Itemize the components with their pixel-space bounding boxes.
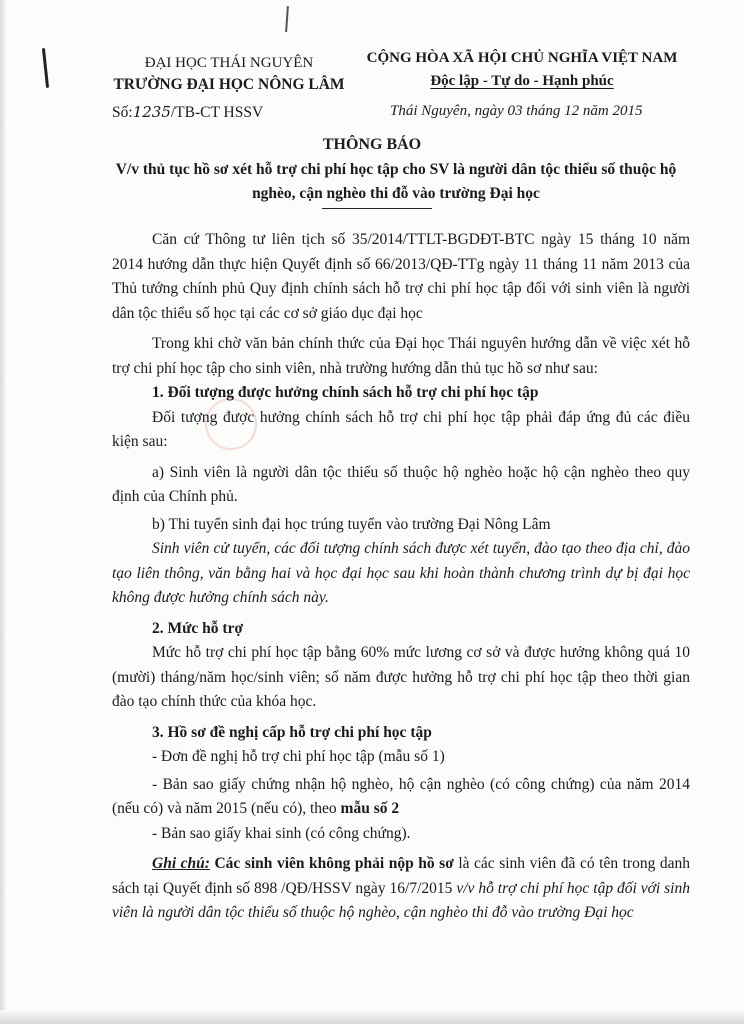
subject-underline — [322, 208, 432, 209]
section-1-exclusion-note: Sinh viên cử tuyển, các đối tượng chính sách được xét tuyển, đào tạo theo địa chỉ, đào tạo liên thông, văn bằng hai và học đại học sau khi hoàn thành chương trình dự bị đại học không được hưởng chính sách này. — [112, 540, 690, 606]
note-emphasis: Các sinh viên không phải nộp hồ sơ — [209, 855, 454, 872]
section-1-item-b: b) Thi tuyển sinh đại học trúng tuyển vào trường Đại Nông Lâm — [152, 515, 551, 533]
scan-bottom-edge — [0, 1010, 744, 1024]
issuing-organization — [104, 52, 354, 96]
note-paragraph — [112, 852, 690, 926]
section-3-item-1: - Đơn đề nghị hỗ trợ chi phí học tập (mẫu số 1) — [152, 748, 445, 765]
country-name: CỘNG HÒA XÃ HỘI CHỦ NGHĨA VIỆT NAM — [366, 50, 678, 66]
document-body — [112, 228, 690, 926]
section-3-item-3: - Bản sao giấy khai sinh (có công chứng). — [152, 824, 411, 842]
ref-suffix: /TB-CT HSSV — [170, 104, 264, 121]
national-motto: Độc lập - Tự do - Hạnh phúc — [430, 73, 614, 89]
note-text: là các sinh viên đã có tên trong danh sách tại Quyết định số 898 /QĐ/HSSV ngày 16/7/2015 — [112, 855, 690, 897]
intro-paragraph-2: Trong khi chờ văn bản chính thức của Đại học Thái nguyên hướng dẫn về việc xét hỗ trợ chi phí học tập cho sinh viên, nhà trường hướng dẫn thủ tục hồ sơ như sau: — [112, 335, 690, 377]
national-heading — [352, 47, 692, 93]
org-name: TRƯỜNG ĐẠI HỌC NÔNG LÂM — [113, 76, 345, 93]
document-date: Thái Nguyên, ngày 03 tháng 12 năm 2015 — [390, 103, 643, 119]
section-3-item-2-text: - Bản sao giấy chứng nhận hộ nghèo, hộ cận nghèo (có công chứng) của năm 2014 (nếu có) và năm 2015 (nếu có), theo — [112, 775, 690, 817]
ref-number: 1235 — [132, 103, 171, 121]
section-1-item-a: a) Sinh viên là người dân tộc thiểu số thuộc hộ nghèo hoặc hộ cận nghèo theo quy định của Chính phủ. — [112, 463, 690, 505]
section-2-heading: 2. Mức hỗ trợ — [152, 619, 244, 637]
ref-prefix: Số: — [112, 104, 133, 121]
note-italic: v/v hỗ trợ chi phí học tập đối với sinh viên là người dân tộc thiểu số thuộc hộ nghèo, cận nghèo thi đỗ vào trường Đại học — [112, 879, 690, 921]
org-parent: ĐẠI HỌC THÁI NGUYÊN — [144, 55, 314, 71]
section-1-paragraph: Đối tượng được hưởng chính sách hỗ trợ chi phí học tập phải đáp ứng đủ các điều kiện sau: — [112, 408, 690, 450]
note-label: Ghi chú: — [152, 855, 210, 872]
document-subject: V/v thủ tục hồ sơ xét hỗ trợ chi phí học tập cho SV là người dân tộc thiểu số thuộc hộ nghèo, cận nghèo thi đỗ vào trường Đại học — [115, 161, 677, 202]
section-1-heading: 1. Đối tượng được hưởng chính sách hỗ trợ chi phí học tập — [152, 384, 539, 401]
document-title: THÔNG BÁO — [322, 136, 422, 153]
pen-tick — [285, 6, 289, 32]
document-reference — [112, 103, 263, 122]
intro-paragraph-1: Căn cứ Thông tư liên tịch số 35/2014/TTLT-BGDĐT-BTC ngày 15 tháng 10 năm 2014 hướng dẫn thực hiện Quyết định số 66/2013/QĐ-TTg ngày 11 tháng 11 năm 2013 của Thủ tướng chính phủ Quy định chính sách hỗ trợ chi phí học tập đối với sinh viên là người dân tộc thiểu số học tại các cơ sở giáo dục đại học — [112, 231, 690, 322]
section-3-heading: 3. Hồ sơ đề nghị cấp hỗ trợ chi phí học tập — [152, 723, 432, 741]
section-3-item-2-form: mẫu số 2 — [340, 800, 400, 817]
section-2-paragraph: Mức hỗ trợ chi phí học tập bằng 60% mức lương cơ sở và được hưởng không quá 10 (mười) tháng/năm học/sinh viên; số năm được hưởng hỗ trợ chi phí học tập theo thời gian đào tạo chính thức của khóa học. — [112, 644, 690, 710]
section-3-item-2 — [112, 773, 690, 822]
pen-mark — [42, 48, 49, 88]
